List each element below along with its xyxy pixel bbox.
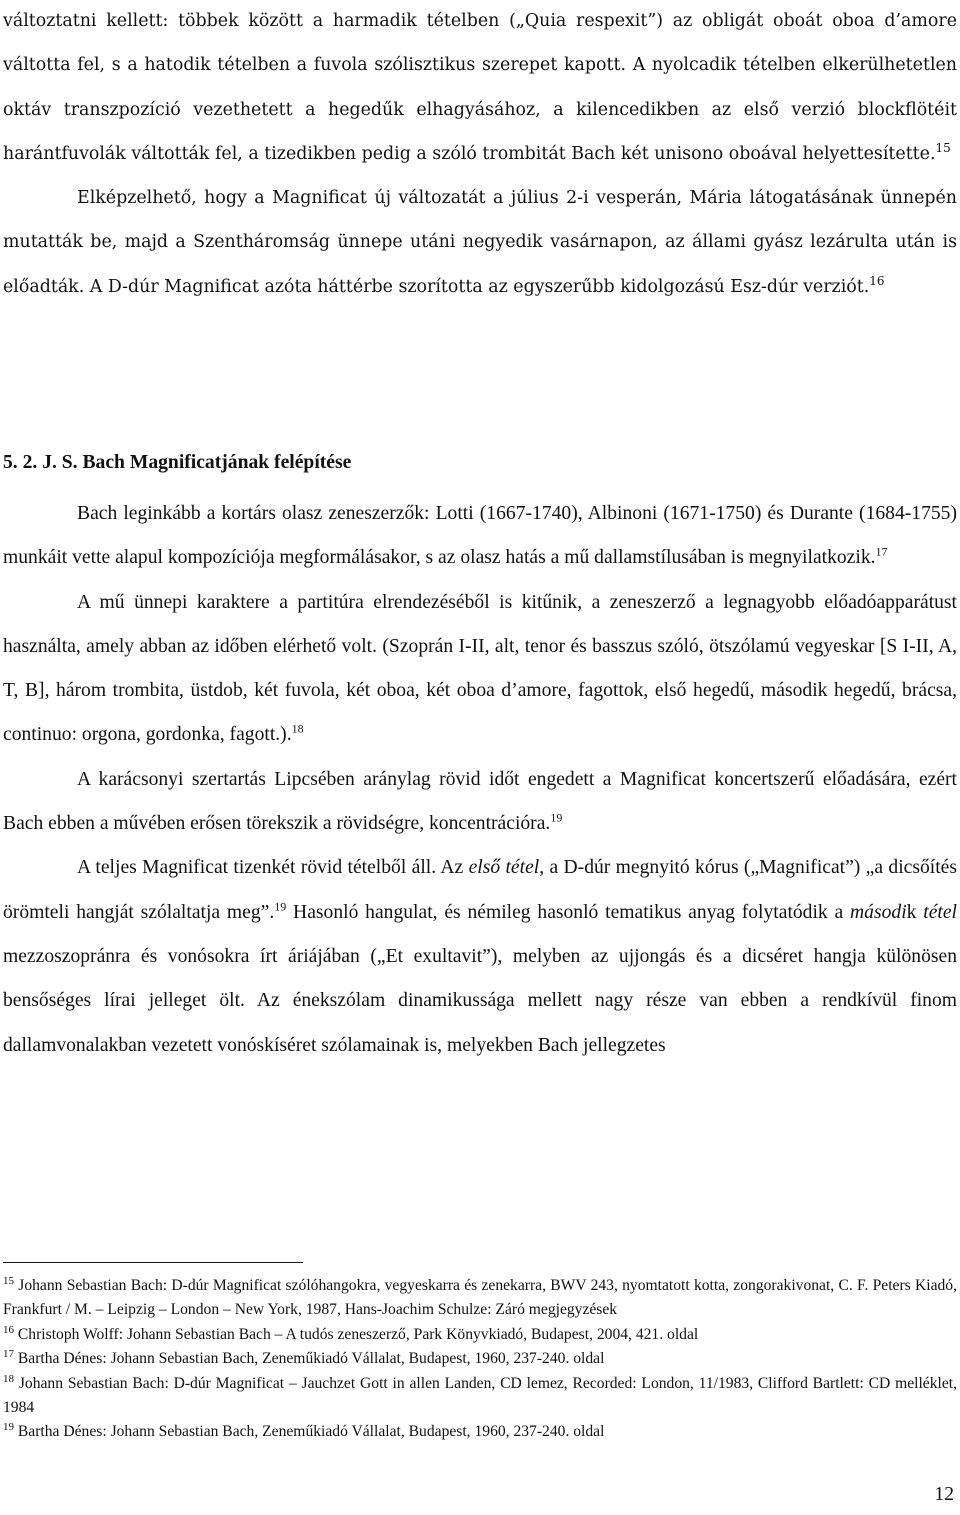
page-number: 12 — [934, 1484, 954, 1505]
emphasis-second: másodi — [850, 901, 907, 923]
emphasis-movement: tétel — [923, 901, 957, 923]
paragraph-bach-influences: Bach leginkább a kortárs olasz zeneszerzők: Lotti (1667-1740), Albinoni (1671-1750) és Durante (1684-1755) munkáit vette alapul kompozíciója megformálásakor, s az olasz hatás a mű dallamstílusában is megnyilatkozik.$^{17}$ — [3, 503, 957, 569]
footnote-16: $^{16}$ Christoph Wolff: Johann Sebastian Bach – A tudós zeneszerző, Park Könyvkiadó, Budapest, 2004, 421. oldal — [3, 1323, 699, 1343]
footnote-separator — [3, 1262, 303, 1263]
paragraph-christmas-service: A karácsonyi szertartás Lipcsében aránylag rövid időt engedett a Magnificat koncertszerű előadására, ezért Bach ebben a művében erősen törekszik a rövidségre, koncentrációra.$^{19}$ — [3, 768, 957, 835]
footnote-18: $^{18}$ Johann Sebastian Bach: D-dúr Magnificat – Jauchzet Gott in allen Landen, CD lemez, Recorded: London, 11/1983, Clifford Bartlett: CD melléklet, 1984 — [3, 1372, 957, 1417]
footnotes — [3, 1274, 957, 1445]
paragraph-continuation: változtatni kellett: többek között a harmadik tételben („Quia respexit”) az obligát oboát oboa d’amore váltotta fel, s a hatodik tételben a fuvola szólisztikus szerepet kapott. A nyolcadik tételben elkerülhetetlen oktáv transzpozíció vezethetett a hegedűk elhagyásához, a kilencedikben az első verzió blockflötéit harántfuvolák váltották fel, a tizedikben pedig a szóló trombitát Bach két unisono oboával helyettesítette.$^{15}$ — [3, 11, 957, 164]
footnote-ref-19a[interactable]: 19 — [550, 810, 563, 825]
footnote-ref-17[interactable]: 17 — [875, 544, 888, 559]
section-heading: 5. 2. J. S. Bach Magnificatjának felépítése — [3, 452, 352, 473]
footnote-ref-19b[interactable]: 19 — [274, 899, 287, 914]
emphasis-first-movement: első tétel — [468, 857, 540, 879]
footnote-ref-18[interactable]: 18 — [291, 721, 304, 736]
footnote-19: $^{19}$ Bartha Dénes: Johann Sebastian Bach, Zeneműkiadó Vállalat, Budapest, 1960, 237-240. oldal — [3, 1421, 605, 1441]
paragraph-structure: A teljes Magnificat tizenkét rövid tételből áll. Az első tétel, a D-dúr megnyitó kórus („Magnificat”) „a dicsőítés örömteli hangját szólaltatja meg”.$^{19}$ Hasonló hangulat, és némileg hasonló tematikus anyag folytatódik a második tétel mezzoszopránra és vonósokra írt áriájában („Et exultavit”), melyben az ujjongás és a dicséret hangja különösen bensőséges lírai jelleget ölt. Az énekszólam dinamikussága mellett nagy része van ebben a rendkívül finom dallamvonalakban vezetett vonóskíséret szólamainak is, melyekben Bach jellegzetes — [3, 857, 957, 1056]
paragraph-festive-character: A mű ünnepi karaktere a partitúra elrendezéséből is kitűnik, a zeneszerző a legnagyobb előadóapparátust használta, amely abban az időben elérhető volt. (Szoprán I-II, alt, tenor és basszus szóló, ötszólamú vegyeskar [S I-II, A, T, B], három trombita, üstdob, két fuvola, két oboa, két oboa d’amore, fagottok, első hegedű, második hegedű, brácsa, continuo: orgona, gordonka, fagott.).$^{18}$ — [3, 591, 957, 746]
paragraph-elkepzelheto: Elképzelhető, hogy a Magnificat új változatát a július 2-i vesperán, Mária látogatásának ünnepén mutatták be, majd a Szentháromság ünnepe utáni negyedik vasárnapon, az állami gyász lezárulta után is előadták. A D-dúr Magnificat azóta háttérbe szorította az egyszerűbb kidolgozású Esz-dúr verziót.$^{16}$ — [3, 188, 957, 297]
footnote-ref-16[interactable]: 16 — [869, 273, 885, 288]
footnote-15: $^{15}$ Johann Sebastian Bach: D-dúr Magnificat szólóhangokra, vegyeskarra és zenekarra, BWV 243, nyomtatott kotta, zongorakivonat, C. F. Peters Kiadó, Frankfurt / M. – Leipzig – London – New York, 1987, Hans-Joachim Schulze: Záró megjegyzések — [3, 1274, 957, 1319]
footnote-17: $^{17}$ Bartha Dénes: Johann Sebastian Bach, Zeneműkiadó Vállalat, Budapest, 1960, 237-240. oldal — [3, 1348, 605, 1368]
footnote-ref-15[interactable]: 15 — [935, 141, 951, 156]
